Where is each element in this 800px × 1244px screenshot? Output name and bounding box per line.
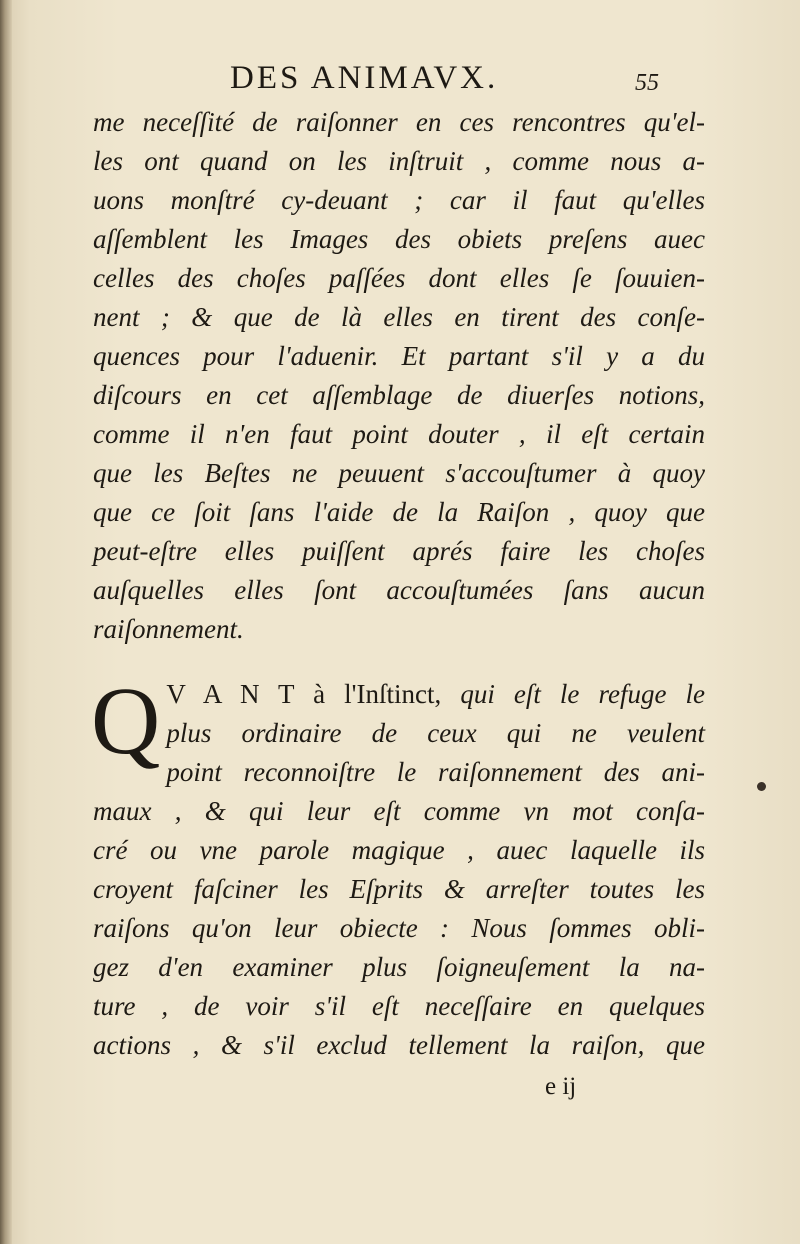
text-line: plus ordinaire de ceux qui ne veulent bbox=[166, 718, 705, 748]
text-line: que ce ſoit ſans l'aide de la Raiſon , quoy que bbox=[93, 497, 705, 527]
text-line: raiſons qu'on leur obiecte : Nous ſommes obli- bbox=[93, 913, 705, 943]
running-header bbox=[230, 60, 670, 104]
text-line: croyent faſciner les Eſprits & arreſter toutes les bbox=[93, 874, 705, 904]
text-line: celles des choſes paſſées dont elles ſe ſouuien- bbox=[93, 263, 705, 293]
text-line: ture , de voir s'il eſt neceſſaire en quelques bbox=[93, 991, 705, 1021]
text-line: que les Beſtes ne peuuent s'accouſtumer à quoy bbox=[93, 458, 705, 488]
running-title: DES ANIMAVX. bbox=[230, 60, 499, 96]
text-line: auſquelles elles ſont accouſtumées ſans aucun bbox=[93, 575, 705, 605]
text-italic: qui eſt le refuge le bbox=[460, 679, 705, 709]
text-line: maux , & qui leur eſt comme vn mot conſa- bbox=[93, 796, 705, 826]
text-line: comme il n'en faut point douter , il eſt certain bbox=[93, 419, 705, 449]
text-line: aſſemblent les Images des obiets preſens auec bbox=[93, 224, 705, 254]
text-line: gez d'en examiner plus ſoigneuſement la na- bbox=[93, 952, 705, 982]
text-line: quences pour l'aduenir. Et partant s'il y a du bbox=[93, 341, 705, 371]
text-line: les ont quand on les inſtruit , comme nous a- bbox=[93, 146, 705, 176]
paragraph-1 bbox=[93, 103, 705, 649]
text-line bbox=[93, 675, 705, 714]
text-line: uons monſtré cy-deuant ; car il faut qu'elles bbox=[93, 185, 705, 215]
text-line: me neceſſité de raiſonner en ces rencontres qu'el- bbox=[93, 107, 705, 137]
text-line: peut-eſtre elles puiſſent aprés faire les choſes bbox=[93, 536, 705, 566]
text-line: diſcours en cet aſſemblage de diuerſes notions, bbox=[93, 380, 705, 410]
text-line: cré ou vne parole magique , auec laquelle ils bbox=[93, 835, 705, 865]
text-line: actions , & s'il exclud tellement la raiſon, que bbox=[93, 1030, 705, 1060]
text-line: raiſonnement. bbox=[93, 614, 244, 644]
text-line: point reconnoiſtre le raiſonnement des ani- bbox=[166, 757, 705, 787]
ink-dot-mark bbox=[757, 782, 766, 791]
text-line: nent ; & que de là elles en tirent des conſe- bbox=[93, 302, 705, 332]
page-number: 55 bbox=[635, 70, 659, 96]
book-spine bbox=[0, 0, 12, 1244]
paragraph-2 bbox=[91, 667, 705, 1065]
drop-cap: Q bbox=[91, 667, 161, 774]
signature-mark: e ij bbox=[545, 1073, 577, 1100]
text-upright: V A N T à l'Inſtinct, bbox=[166, 679, 461, 709]
